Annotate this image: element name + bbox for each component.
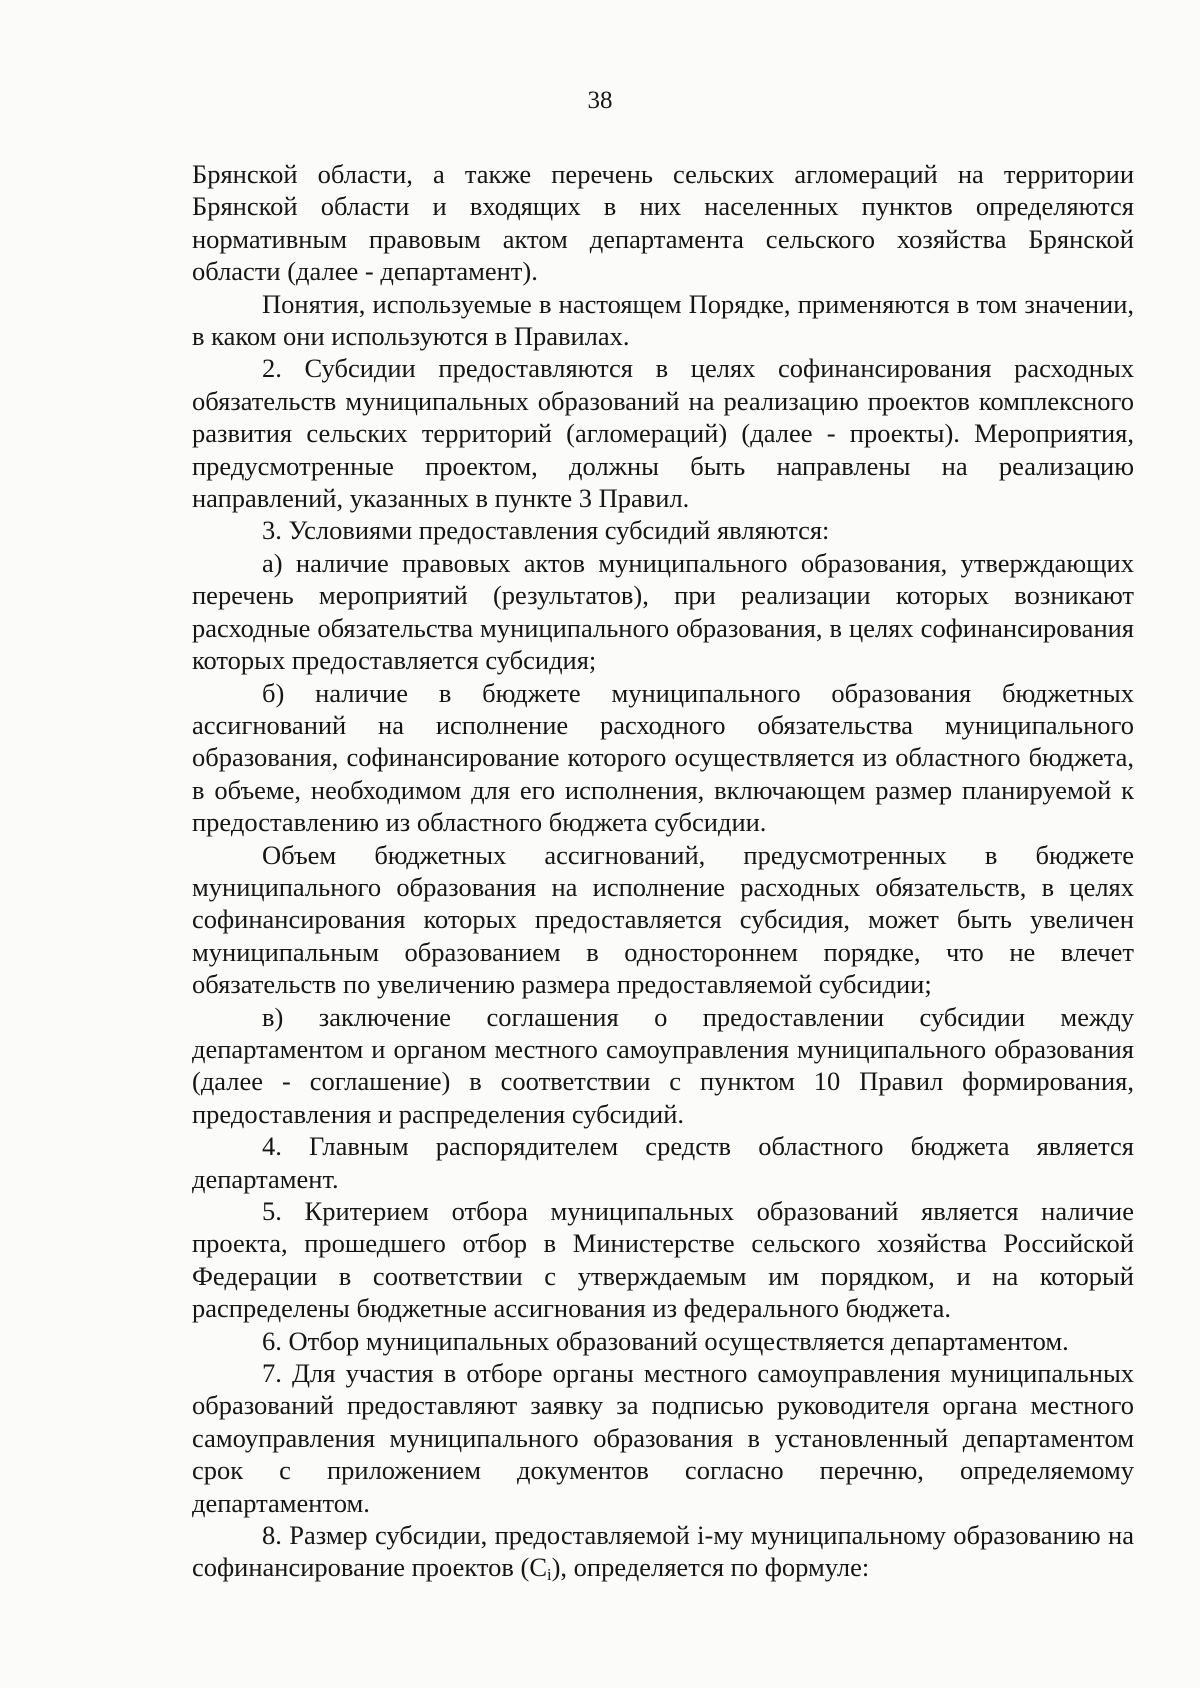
paragraph-item-4: 4. Главным распорядителем средств областного бюджета является департамент. bbox=[192, 1131, 1134, 1194]
paragraph-concepts: Понятия, используемые в настоящем Порядке, применяются в том значении, в каком они используются в Правилах. bbox=[192, 288, 1134, 352]
paragraph-subitem-b: б) наличие в бюджете муниципального образования бюджетных ассигнований на исполнение расходного обязательства муниципального образования, софинансирование которого осуществляется из областного бюджета, в объеме, необходимом для его исполнения, включающем размер планируемой к предоставлению из областного бюджета субсидии. bbox=[192, 677, 1134, 838]
paragraph-subitem-a: а) наличие правовых актов муниципального образования, утверждающих перечень мероприятий (результатов), при реализации которых возникают расходные обязательства муниципального образования, в целях софинансирования которых предоставляется субсидия; bbox=[192, 547, 1134, 676]
item-8-text-end: ), определяется по формуле: bbox=[551, 1552, 870, 1583]
paragraph-item-3: 3. Условиями предоставления субсидий являются: bbox=[262, 515, 830, 546]
paragraph-allocation-volume: Объем бюджетных ассигнований, предусмотренных в бюджете муниципального образования на исполнение расходных обязательств, в целях софинансирования которых предоставляется субсидия, может быть увеличен муниципальным образованием в одностороннем порядке, что не влечет обязательств по увеличению размера предоставляемой субсидии; bbox=[192, 839, 1134, 1000]
paragraph-continuation: Брянской области, а также перечень сельских агломераций на территории Брянской области и входящих в них населенных пунктов определяются нормативным правовым актом департамента сельского хозяйства Брянской области (далее - департамент). bbox=[192, 159, 1134, 287]
paragraph-item-2: 2. Субсидии предоставляются в целях софинансирования расходных обязательств муниципальных образований на реализацию проектов комплексного развития сельских территорий (агломераций) (далее - проекты). Мероприятия, предусмотренные проектом, должны быть направлены на реализацию направлений, указанных в пункте 3 Правил. bbox=[192, 353, 1134, 514]
paragraph-subitem-v: в) заключение соглашения о предоставлении субсидии между департаментом и органом местного самоуправления муниципального образования (далее - соглашение) в соответствии с пунктом 10 Правил формирования, предоставления и распределения субсидий. bbox=[192, 1001, 1134, 1129]
document-body bbox=[192, 158, 1134, 1584]
paragraph-item-6: 6. Отбор муниципальных образований осуществляется департаментом. bbox=[262, 1325, 1069, 1356]
paragraph-item-7: 7. Для участия в отборе органы местного самоуправления муниципальных образований предоставляют заявку за подписью руководителя органа местного самоуправления муниципального образования в установленный департаментом срок с приложением документов согласно перечню, определяемому департаментом. bbox=[192, 1358, 1134, 1518]
paragraph-item-5: 5. Критерием отбора муниципальных образований является наличие проекта, прошедшего отбор в Министерстве сельского хозяйства Российской Федерации в соответствии с утверждаемым им порядком, и на который распределены бюджетные ассигнования из федерального бюджета. bbox=[192, 1196, 1134, 1324]
page-number: 38 bbox=[587, 87, 613, 114]
paragraph-item-8 bbox=[192, 1519, 1134, 1584]
item-8-subscript: i bbox=[547, 1565, 552, 1585]
item-8-text-start: 8. Размер субсидии, предоставляемой i-му муниципальному образованию на софинансирование проектов (C bbox=[192, 1520, 1134, 1583]
